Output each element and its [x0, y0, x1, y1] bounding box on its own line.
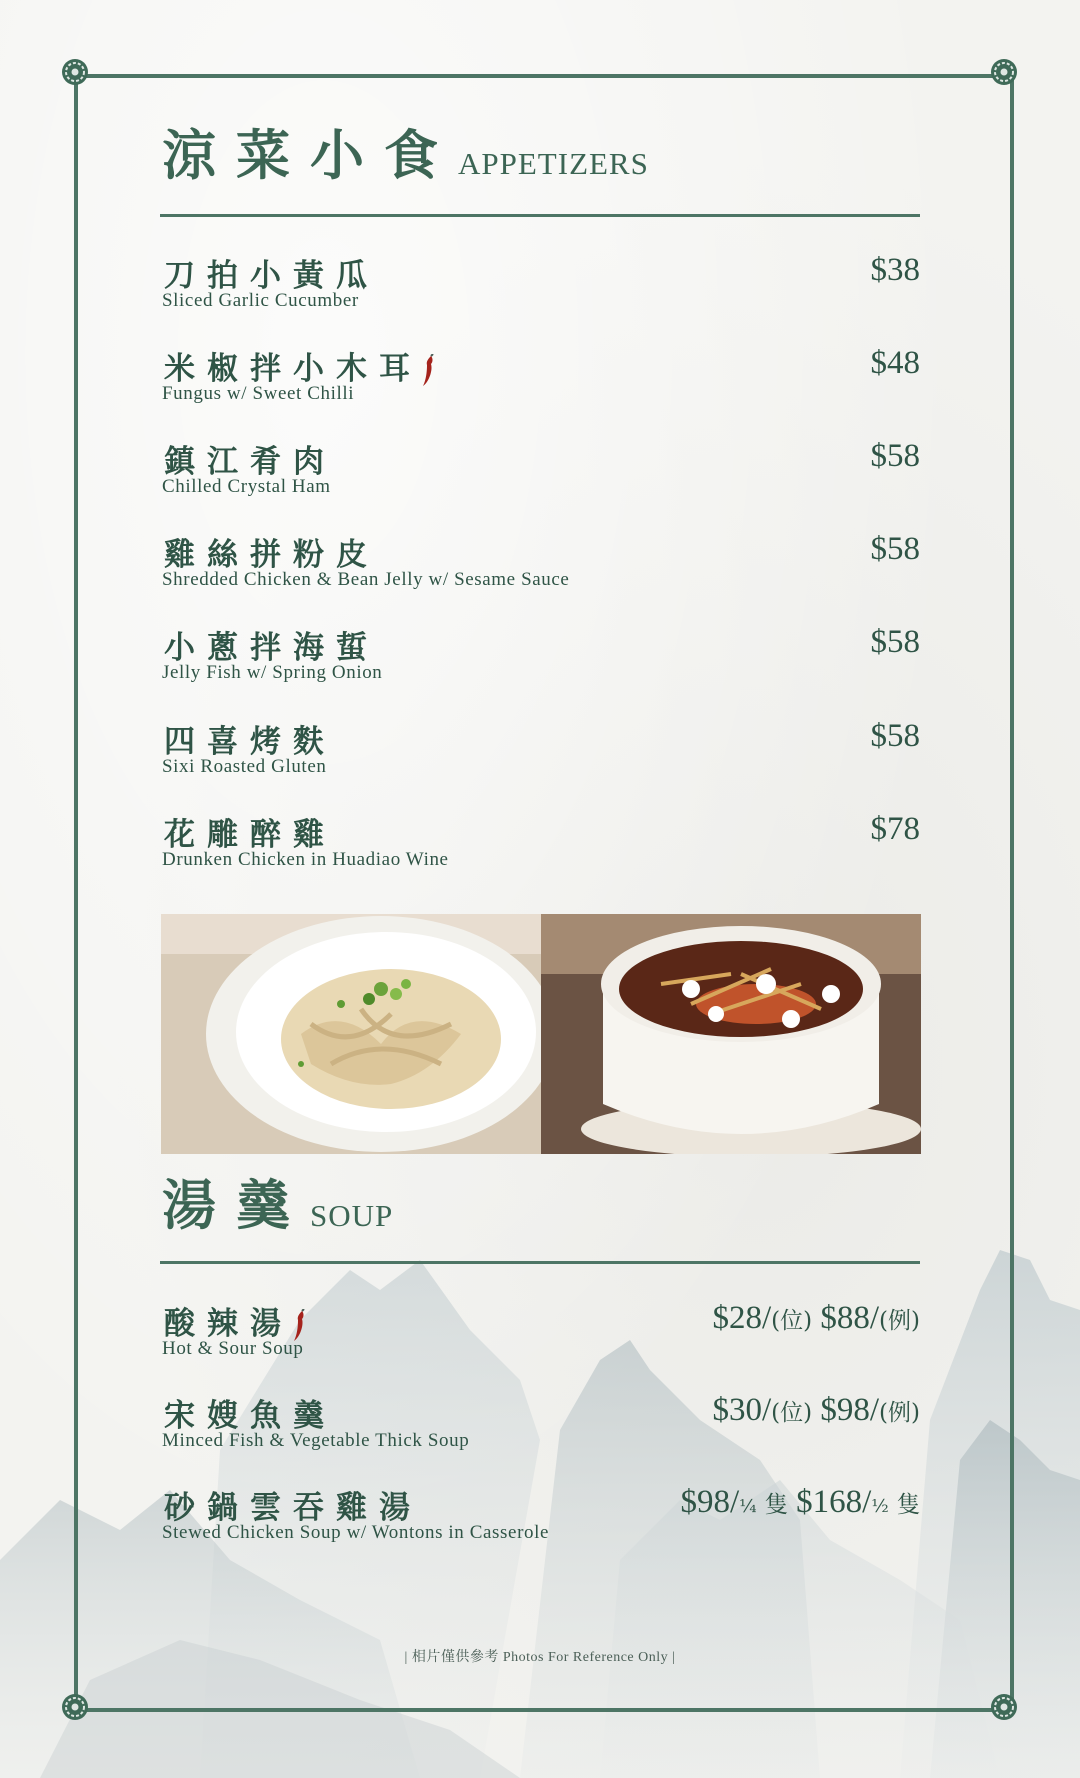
appetizers-divider	[160, 214, 920, 217]
photo-disclaimer: | 相片僅供參考 Photos For Reference Only |	[404, 1650, 676, 1665]
item-price: $78	[870, 811, 920, 847]
item-price: $38	[870, 252, 920, 288]
soup-title-zh: 湯羹	[162, 1173, 310, 1237]
soup-title-en: SOUP	[310, 1198, 394, 1233]
item-name-zh: 刀拍小黃瓜	[164, 258, 379, 294]
soup-heading	[162, 1173, 394, 1240]
menu-item	[162, 343, 920, 413]
item-price: $58	[870, 624, 920, 660]
appetizers-title-zh: 涼菜小食	[162, 123, 458, 187]
soup-divider	[160, 1261, 920, 1264]
appetizers-title-en: APPETIZERS	[458, 146, 649, 181]
item-price: $98/¼ 隻 $168/½ 隻	[680, 1484, 920, 1520]
item-price: $28/(位) $88/(例)	[712, 1300, 920, 1336]
appetizers-heading	[162, 124, 649, 190]
item-name-zh: 四喜烤麩	[164, 724, 336, 760]
item-price: $48	[870, 345, 920, 381]
item-name-en: Sixi Roasted Gluten	[162, 756, 327, 777]
item-name-en: Shredded Chicken & Bean Jelly w/ Sesame Sauce	[162, 569, 570, 590]
item-name-en: Minced Fish & Vegetable Thick Soup	[162, 1430, 470, 1451]
floral-corner-ornament-icon	[58, 55, 92, 89]
item-price: $30/(位) $98/(例)	[712, 1392, 920, 1428]
menu-item	[162, 436, 920, 506]
item-price: $58	[870, 438, 920, 474]
item-name-en: Stewed Chicken Soup w/ Wontons in Casserole	[162, 1522, 550, 1543]
hot-sour-soup-photo	[541, 914, 921, 1154]
item-name-zh: 砂鍋雲吞雞湯	[164, 1490, 422, 1526]
menu-item	[162, 529, 920, 599]
item-name-zh: 酸辣湯	[164, 1298, 307, 1343]
menu-item	[162, 250, 920, 320]
menu-item	[162, 716, 920, 786]
item-name-en: Fungus w/ Sweet Chilli	[162, 383, 355, 404]
item-name-en: Chilled Crystal Ham	[162, 476, 331, 497]
floral-corner-ornament-icon	[58, 1690, 92, 1724]
chili-pepper-icon	[420, 354, 436, 388]
menu-item	[162, 1482, 920, 1552]
item-price: $58	[870, 531, 920, 567]
menu-item	[162, 1298, 920, 1368]
menu-item	[162, 1390, 920, 1460]
item-name-en: Drunken Chicken in Huadiao Wine	[162, 849, 449, 870]
item-name-en: Jelly Fish w/ Spring Onion	[162, 662, 383, 683]
item-name-zh: 米椒拌小木耳	[164, 343, 436, 388]
item-name-en: Sliced Garlic Cucumber	[162, 290, 359, 311]
floral-corner-ornament-icon	[987, 55, 1021, 89]
item-price: $58	[870, 718, 920, 754]
item-name-zh: 宋嫂魚羹	[164, 1398, 336, 1434]
item-name-zh: 花雕醉雞	[164, 817, 336, 853]
item-name-zh: 鎮江肴肉	[164, 444, 336, 480]
floral-corner-ornament-icon	[987, 1690, 1021, 1724]
item-name-en: Hot & Sour Soup	[162, 1338, 304, 1359]
jellyfish-dish-photo	[161, 914, 541, 1154]
dish-photos	[161, 914, 921, 1154]
item-name-zh: 小蔥拌海蜇	[164, 630, 379, 666]
menu-item	[162, 809, 920, 879]
item-name-zh: 雞絲拼粉皮	[164, 537, 379, 573]
menu-item	[162, 622, 920, 692]
